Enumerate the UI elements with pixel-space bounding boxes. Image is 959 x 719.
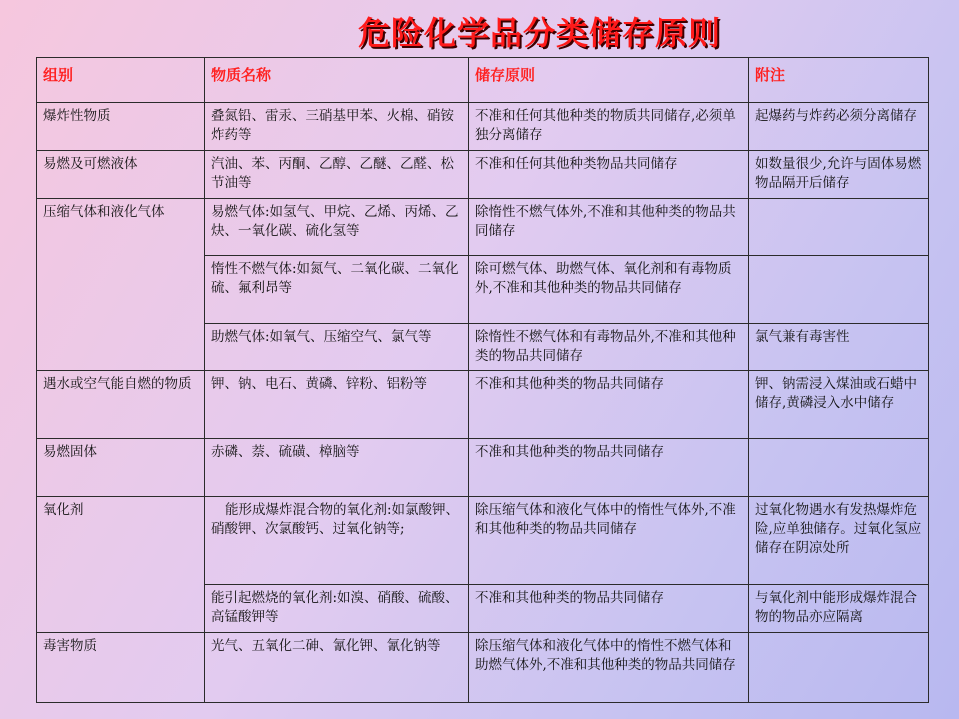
cell-note: 如数量很少,允许与固体易燃物品隔开后储存 [749, 151, 929, 199]
cell-note: 起爆药与炸药必须分离储存 [749, 103, 929, 151]
table-row [37, 371, 929, 439]
cell-group: 遇水或空气能自燃的物质 [37, 371, 205, 439]
cell-principle: 不准和任何其他种类的物质共同储存,必须单独分离储存 [469, 103, 749, 151]
page-title: 危险化学品分类储存原则 [357, 14, 721, 52]
header-substance: 物质名称 [205, 58, 469, 103]
cell-note [749, 199, 929, 256]
cell-group: 压缩气体和液化气体 [37, 199, 205, 371]
cell-principle: 除可燃气体、助燃气体、氧化剂和有毒物质外,不准和其他种类的物品共同储存 [469, 256, 749, 324]
header-note: 附注 [749, 58, 929, 103]
cell-group: 易燃固体 [37, 439, 205, 497]
cell-note: 过氧化物遇水有发热爆炸危险,应单独储存。过氧化氢应储存在阴凉处所 [749, 497, 929, 585]
cell-group: 易燃及可燃液体 [37, 151, 205, 199]
cell-substance: 钾、钠、电石、黄磷、锌粉、铝粉等 [205, 371, 469, 439]
cell-note [749, 439, 929, 497]
cell-substance: 赤磷、萘、硫磺、樟脑等 [205, 439, 469, 497]
cell-substance: 惰性不燃气体:如氮气、二氧化碳、二氧化硫、氟利昂等 [205, 256, 469, 324]
table-row [37, 199, 929, 256]
table-row [37, 103, 929, 151]
cell-principle: 除压缩气体和液化气体中的惰性不燃气体和助燃气体外,不准和其他种类的物品共同储存 [469, 633, 749, 703]
cell-note [749, 633, 929, 703]
cell-note [749, 256, 929, 324]
cell-substance: 易燃气体:如氢气、甲烷、乙烯、丙烯、乙炔、一氧化碳、硫化氢等 [205, 199, 469, 256]
cell-group: 毒害物质 [37, 633, 205, 703]
cell-substance: 光气、五氧化二砷、氰化钾、氰化钠等 [205, 633, 469, 703]
cell-substance: 叠氮铅、雷汞、三硝基甲苯、火棉、硝铵炸药等 [205, 103, 469, 151]
cell-substance: 助燃气体:如氧气、压缩空气、氯气等 [205, 324, 469, 371]
cell-substance: 汽油、苯、丙酮、乙醇、乙醚、乙醛、松节油等 [205, 151, 469, 199]
table-row [37, 439, 929, 497]
table-row [37, 633, 929, 703]
cell-note: 与氧化剂中能形成爆炸混合物的物品亦应隔离 [749, 585, 929, 633]
cell-principle: 不准和任何其他种类物品共同储存 [469, 151, 749, 199]
cell-principle: 除惰性不燃气体和有毒物品外,不准和其他种类的物品共同储存 [469, 324, 749, 371]
cell-principle: 不准和其他种类的物品共同储存 [469, 371, 749, 439]
cell-substance: 能引起燃烧的氧化剂:如溴、硝酸、硫酸、高锰酸钾等 [205, 585, 469, 633]
storage-table [36, 57, 929, 703]
cell-substance: 能形成爆炸混合物的氧化剂:如氯酸钾、硝酸钾、次氯酸钙、过氧化钠等; [205, 497, 469, 585]
cell-principle: 不准和其他种类的物品共同储存 [469, 585, 749, 633]
table-row [37, 497, 929, 585]
table-row [37, 151, 929, 199]
cell-note: 氯气兼有毒害性 [749, 324, 929, 371]
cell-group: 爆炸性物质 [37, 103, 205, 151]
cell-principle: 除压缩气体和液化气体中的惰性气体外,不准和其他种类的物品共同储存 [469, 497, 749, 585]
cell-principle: 除惰性不燃气体外,不准和其他种类的物品共同储存 [469, 199, 749, 256]
header-principle: 储存原则 [469, 58, 749, 103]
cell-group: 氧化剂 [37, 497, 205, 633]
table-header-row [37, 58, 929, 103]
cell-principle: 不准和其他种类的物品共同储存 [469, 439, 749, 497]
header-group: 组别 [37, 58, 205, 103]
cell-note: 钾、钠需浸入煤油或石蜡中储存,黄磷浸入水中储存 [749, 371, 929, 439]
